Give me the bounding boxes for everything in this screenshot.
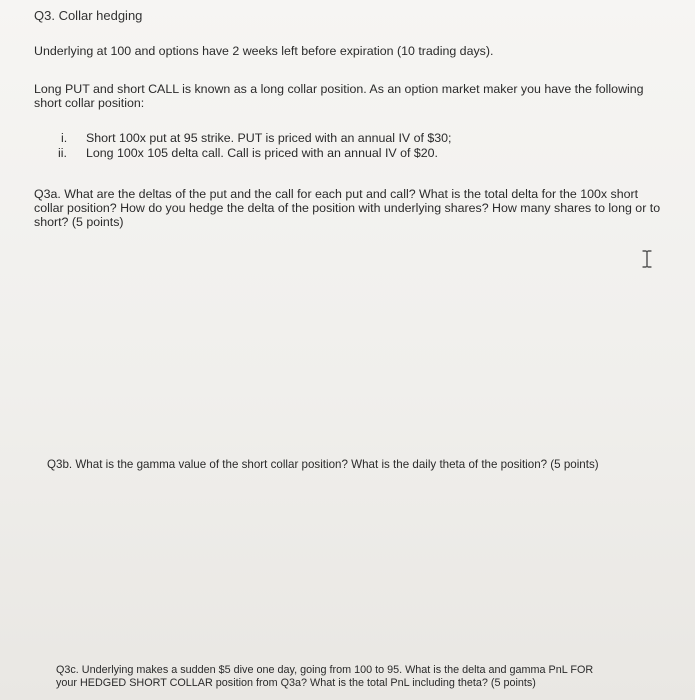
text-cursor-icon [641, 250, 653, 268]
list-item-number: ii. [58, 146, 67, 160]
q3a-line-1: Q3a. What are the deltas of the put and the call for each put and call? What is the total delta for the 100x short [34, 187, 639, 201]
list-item-text: Long 100x 105 delta call. Call is priced with an annual IV of $20. [86, 146, 438, 160]
question-title: Q3. Collar hedging [34, 8, 143, 23]
list-item-number: i. [61, 131, 68, 145]
q3b-text: Q3b. What is the gamma value of the short collar position? What is the daily theta of the position? (5 points) [47, 458, 599, 471]
list-item-text: Short 100x put at 95 strike. PUT is priced with an annual IV of $30; [86, 131, 452, 145]
intro-line-1: Long PUT and short CALL is known as a long collar position. As an option market maker you have the following [34, 82, 644, 96]
intro-line-2: short collar position: [34, 96, 145, 110]
q3c-line-2: your HEDGED SHORT COLLAR position from Q3a? What is the total PnL including theta? (5 points) [56, 677, 536, 689]
q3c-line-1: Q3c. Underlying makes a sudden $5 dive one day, going from 100 to 95. What is the delta and gamma PnL FOR [56, 664, 594, 676]
q3a-line-2: collar position? How do you hedge the delta of the position with underlying shares? How many shares to long or to [34, 201, 661, 215]
q3a-line-3: short? (5 points) [34, 215, 124, 229]
setup-text: Underlying at 100 and options have 2 weeks left before expiration (10 trading days). [34, 44, 494, 58]
